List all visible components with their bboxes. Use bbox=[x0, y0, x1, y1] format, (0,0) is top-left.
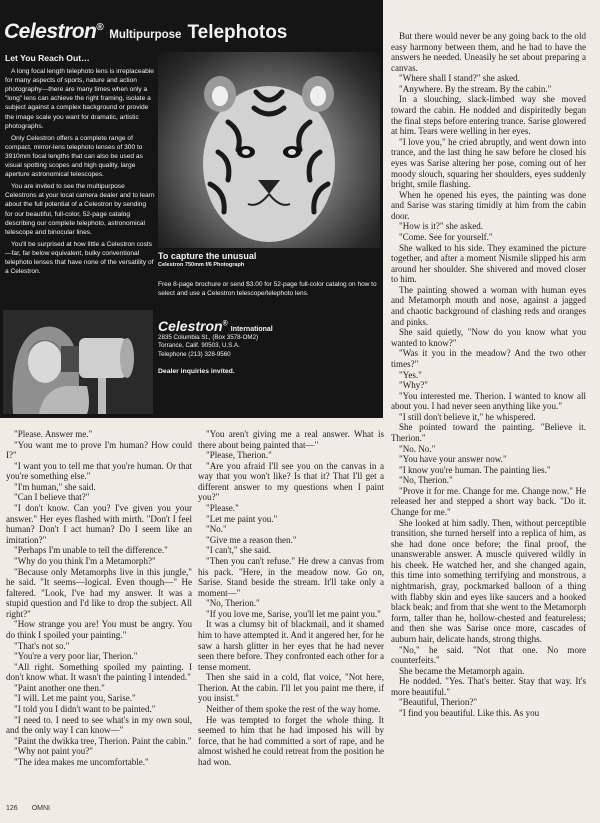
story-paragraph: "I will. Let me paint you, Sarise." bbox=[14, 693, 136, 704]
address-line: Telephone (213) 328-9560 bbox=[158, 350, 231, 358]
story-paragraph: "I need to. I need to see what's in my own soul, and the only way I can know—" bbox=[6, 714, 192, 736]
ad-subtitle: Multipurpose bbox=[109, 29, 182, 41]
story-paragraph: "I want you to tell me that you're human. Or that you're something else." bbox=[6, 460, 192, 482]
ad-paragraph: You'll be surprised at how little a Celestron costs—far, far below equivalent, bulky conventional telephoto lenses that have none of the versatility of a Celestron. bbox=[5, 240, 154, 276]
story-paragraph: "No," he said. "Not that one. No more counterfeits." bbox=[391, 644, 586, 666]
caption-subtitle: Celestron 750mm f/6 Photograph bbox=[158, 262, 245, 268]
intl-label: International bbox=[230, 326, 273, 333]
story-paragraph: "Beautiful, Therion?" bbox=[399, 697, 478, 708]
story-paragraph: "Prove it for me. Change for me. Change now." He released her and stepped a short way back. "Do it. Change for me." bbox=[391, 485, 586, 518]
story-paragraph: He nodded. "Yes. That's better. Stay that way. It's more beautiful." bbox=[391, 676, 586, 697]
ad-paragraph: Only Celestron offers a complete range of compact, mirror-lens telephoto lenses of 300 to 3910mm focal lengths that can also be used as visual spotting scopes and high quality, large aperture astronomical telescopes. bbox=[5, 134, 143, 179]
story-paragraph: She looked at him sadly. Then, without perceptible transition, she turned herself into a replica of him, as she had done once before; the final proof, the unanswerable answer. A muscle quivered wildly in his cheek. He watched her, and she changed again, this time into something terrifying and monstrous, a nightmarish, gray, pockmarked balloon of a thing with flabby skin and eyes like saucers and a hooked black beak; and from that she went to the Metamorph form, taller than he, hollow-chested and featureless; and then she was Sarise once more, cascades of auburn hair, delicate hands, strong thighs. bbox=[391, 517, 586, 644]
woman-with-telephoto-lens-icon bbox=[3, 310, 153, 414]
story-paragraph: "Because only Metamorphs live in this jungle," he said. "It seems—logical. Even though—" He faltered. "Look, I've had my answer. It was a stupid question and I'd like to drop the subject. All right?" bbox=[6, 566, 192, 619]
story-paragraph: "How strange you are! You must be angry. You do think I spoiled your painting." bbox=[6, 619, 192, 640]
story-paragraph: "Perhaps I'm unable to tell the difference." bbox=[14, 545, 168, 556]
catalog-offer: Free 8-page brochure or send $3.00 for 52-page full-color catalog on how to select and use a Celestron telescope/telephoto lens. bbox=[158, 281, 377, 297]
story-paragraph: "Can I believe that?" bbox=[14, 492, 90, 503]
story-paragraph: "Let me paint you." bbox=[206, 513, 278, 524]
story-paragraph: "If you love me, Sarise, you'll let me paint you." bbox=[206, 608, 381, 619]
story-paragraph: "I know you're human. The painting lies." bbox=[399, 464, 551, 475]
story-paragraph: Neither of them spoke the rest of the way home. bbox=[206, 704, 381, 715]
story-paragraph: "Please, Therion." bbox=[206, 450, 272, 461]
story-paragraph: "How is it?" she asked. bbox=[399, 221, 484, 232]
story-paragraph: "No. No." bbox=[399, 443, 436, 454]
story-paragraph: Then she said in a cold, flat voice, "Not here, Therion. At the cabin. I'll let you paint me there, if you insist." bbox=[198, 672, 384, 704]
story-paragraph: "Come. See for yourself." bbox=[399, 231, 493, 242]
story-paragraph: "You want me to prove I'm human? How could I?" bbox=[6, 439, 192, 461]
story-paragraph: When he opened his eyes, the painting was done and Sarise was staring timidly at him from the cabin door. bbox=[391, 189, 586, 221]
story-paragraph: But there would never be any going back to the old easy harmony between them, and he had to have the answers he needed. Uneasily he set about preparing a canvas. bbox=[391, 31, 586, 73]
ad-headline: Telephotos bbox=[187, 22, 288, 43]
story-paragraph: "Paint another one then." bbox=[14, 682, 105, 693]
story-paragraph: "Why do you think I'm a Metamorph?" bbox=[14, 555, 156, 566]
story-paragraph: The painting showed a woman with human eyes and Metamorph mouth and nose, against a jagged and chaotic background of clashing reds and oranges and pinks. bbox=[391, 284, 586, 327]
story-paragraph: "I'm human," she said. bbox=[14, 481, 96, 492]
ad-header bbox=[4, 20, 287, 44]
story-paragraph: "Paint the dwikka tree, Therion. Paint the cabin." bbox=[14, 735, 192, 746]
story-paragraph: He was tempted to forget the whole thing. It seemed to him that he had imposed his will by force, that he had committed a sort of rape, and he almost wished he could retreat from the position he had won. bbox=[198, 714, 384, 767]
story-paragraph: "No." bbox=[206, 524, 227, 535]
page-footer bbox=[6, 805, 50, 812]
tiger-photo-icon bbox=[158, 52, 380, 248]
story-paragraph: "I love you," he cried abruptly, and went down into trance, and the last thing he saw before he closed his eyes was Sarise altering her pose, coming out of her moody slouch, squaring her shoulders, eyes suddenly bright, smile flashing. bbox=[391, 136, 586, 190]
story-paragraph: "Please." bbox=[206, 503, 239, 514]
photo-caption bbox=[158, 251, 380, 268]
woman-illustration bbox=[3, 310, 153, 414]
story-paragraph: "The idea makes me uncomfortable." bbox=[14, 756, 149, 767]
story-paragraph: "Where shall I stand?" she asked. bbox=[399, 73, 520, 84]
story-paragraph: "Yes." bbox=[399, 369, 422, 380]
story-paragraph: In a slouching, slack-limbed way she moved toward the cabin. He nodded and dispiritedly began the final steps before entering trance. Sarise glowered at him. Tears were welling in her eyes. bbox=[391, 94, 586, 137]
story-paragraph: She pointed toward the painting. "Believe it. Therion." bbox=[391, 422, 586, 443]
story-paragraph: "You aren't giving me a real answer. What is there about being painted that—" bbox=[198, 429, 384, 450]
story-column-2 bbox=[198, 429, 384, 768]
story-column-3 bbox=[391, 31, 586, 719]
story-paragraph: "You interested me. Therion. I wanted to know all about you. I had never seen anything like you." bbox=[391, 390, 586, 412]
story-paragraph: "Why?" bbox=[399, 380, 428, 391]
story-paragraph: "I don't know. Can you? I've given you your answer." Her eyes flashed with mirth. "Don't I feel human? Don't I act human? Do I seem like an imitation?" bbox=[6, 503, 192, 545]
story-paragraph: "That's not so." bbox=[14, 640, 70, 651]
story-paragraph: She walked to his side. They examined the picture together, and after a moment Nismile slipped his arm around her shoulder. She shivered and moved closer to him. bbox=[391, 242, 586, 285]
story-paragraph: "Are you afraid I'll see you on the canvas in a way that you won't like? Is that it? That I'll get a different answer to my questions when I paint you?" bbox=[198, 460, 384, 503]
ad-paragraph: A long focal length telephoto lens is irreplaceable for many aspects of sports, nature and action photography—there are many times when only a "long" lens can achieve the right framing, isolate a subject against a complex background or provide the image scale you want for dramatic, artistic photographs. bbox=[5, 68, 154, 130]
story-paragraph: "Why not paint you?" bbox=[14, 746, 93, 757]
story-paragraph: "I find you beautiful. Like this. As you bbox=[399, 708, 540, 718]
story-paragraph: She became the Metamorph again. bbox=[399, 665, 525, 676]
ad-brand-logo: Celestron® bbox=[4, 20, 104, 43]
story-paragraph: "You have your answer now." bbox=[399, 454, 507, 465]
story-paragraph: "All right. Something spoiled my painting. I don't know what. It wasn't the painting I intended." bbox=[6, 661, 192, 683]
intl-brand: Celestron® bbox=[158, 318, 228, 334]
ad-paragraph: You are invited to see the multipurpose Celestrons at your local camera dealer and to learn about the full potential of a Celestron by sending for our beautiful, full-color, 52-page catalog describing our complete telephoto, astronomical telescope and binocular lines. bbox=[5, 183, 155, 236]
page-number: 126 bbox=[6, 805, 18, 812]
story-column-1 bbox=[6, 429, 192, 768]
story-paragraph: "Give me a reason then." bbox=[206, 534, 297, 545]
story-paragraph: "Then you can't refuse." He drew a canvas from his pack. "Here, in the meadow now. Go on, Sarise. Stand beside the stream. It'll take only a moment—" bbox=[198, 555, 384, 598]
story-paragraph: It was a clumsy bit of blackmail, and it shamed him to have attempted it. And it angered her, for he saw a harsh glitter in her eyes that he had never seen there before. They confronted each other for a tense moment. bbox=[198, 619, 384, 672]
story-paragraph: "Anywhere. By the stream. By the cabin." bbox=[399, 83, 552, 94]
story-paragraph: "Was it you in the meadow? And the two other times?" bbox=[391, 348, 586, 369]
address-line: 2835 Columbia St., (Box 3578-OM2) bbox=[158, 334, 259, 341]
story-paragraph: She said quietly, "Now do you know what you wanted to know?" bbox=[391, 327, 586, 348]
ad-left-heading: Let You Reach Out… bbox=[5, 53, 90, 63]
company-address bbox=[158, 334, 258, 359]
dealer-inquiries: Dealer inquiries invited. bbox=[158, 368, 235, 375]
story-paragraph: "You're a very poor liar, Therion." bbox=[14, 651, 138, 662]
address-line: Torrance, Calif. 90503, U.S.A. bbox=[158, 342, 240, 350]
story-paragraph: "I can't," she said. bbox=[206, 545, 272, 556]
caption-title: To capture the unusual bbox=[158, 251, 257, 261]
story-paragraph: "I still don't believe it," he whispered. bbox=[399, 411, 536, 422]
magazine-name: OMNI bbox=[31, 805, 50, 812]
ad-body-copy bbox=[5, 54, 155, 279]
tiger-illustration bbox=[158, 52, 380, 248]
story-paragraph: "No, Therion." bbox=[399, 475, 453, 486]
story-paragraph: "I told you I didn't want to be painted." bbox=[14, 704, 156, 715]
story-paragraph: "Please. Answer me." bbox=[14, 429, 93, 439]
story-paragraph: "No, Therion." bbox=[206, 598, 260, 609]
celestron-advertisement bbox=[0, 0, 383, 418]
